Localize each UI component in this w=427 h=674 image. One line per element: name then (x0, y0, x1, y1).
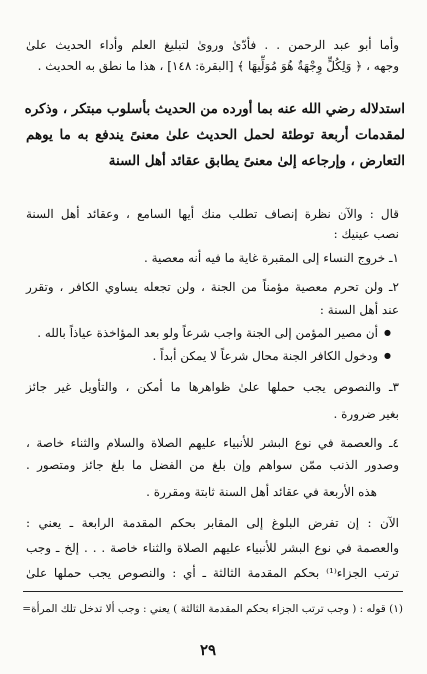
footnote-separator (23, 591, 403, 592)
text-line: وصدور الذنب ممّن سواهم وإن بلغ من الفضل ما بلغ جائز ومتصور . (26, 458, 399, 472)
text-line: والعصمة في نوع البشر للأنبياء عليهم الصلاة والثناء خاصة . . . إلخ ـ وجب (26, 541, 399, 555)
text-line: الآن : إن تفرض البلوغ إلى المقابر بحكم المقدمة الرابعة ـ يعني : (26, 516, 399, 530)
text-line: وأما أبو عبد الرحمن . . فأدّىٰ ورویٰ لتبليغ العلم وأداء الحديث علىٰ (26, 38, 399, 52)
bullet-item: ● ودخول الكافر الجنة محال شرعاً لا يمكن أبداً . (26, 348, 391, 364)
premise-4: ٤ـ والعصمة في نوع البشر للأنبياء عليهم الصلاة والسلام والثناء خاصة ، (26, 436, 399, 450)
text-line: عند أهل السنة : (319, 303, 399, 317)
text-line: هذه الأربعة في عقائد أهل السنة ثابتة ومقررة . (146, 485, 377, 499)
text-line-quran: وجهه ، ﴿ وَلِكُلٍّ وِجْهَةٌ هُوَ مُوَلِّيهَا ﴾ [البقرة: ١٤٨] ، هذا ما نطق به الحديث . (37, 59, 399, 73)
footnote: (١) قوله : ( وجب ترتب الجزاء بحكم المقدمة الثالثة ) يعني : وجب ألا تدخل تلك المرأة= (22, 603, 403, 615)
text-line: بغير ضرورة . (333, 407, 399, 421)
bullet-item: ● أن مصير المؤمن إلى الجنة واجب شرعاً ولو بعد المؤاخذة عياذاً بالله . (26, 325, 391, 341)
page-number: ٢٩ (200, 641, 217, 659)
text-line: نصب عينيك : (333, 227, 399, 241)
text-line: ترتب الجزاء⁽¹⁾ بحكم المقدمة الثالثة ـ أي : والنصوص يجب حملها علىٰ (26, 566, 399, 580)
section-heading-line: استدلاله رضي الله عنه بما أورده من الحديث بأسلوب مبتكر ، وذكره (24, 101, 405, 117)
premise-1: ١ـ خروج النساء إلى المقبرة غاية ما فيه أنه معصية . (143, 251, 399, 265)
premise-3: ٣ـ والنصوص يجب حملها علىٰ ظواهرها ما أمكن ، والتأويل غير جائز (26, 380, 399, 394)
premise-2: ٢ـ ولن تحرم معصية مؤمناً من الجنة ، ولن تجعله يساوي الكافر ، وتقرر (26, 280, 399, 294)
text-line: قال : والآن نظرة إنصاف تطلب منك أيها السامع ، وعقائد أهل السنة (26, 207, 399, 221)
section-heading-line: لمقدمات أربعة توطئة لحمل الحديث علىٰ معنىً يندفع به ما يوهم (26, 127, 405, 143)
section-heading-line: التعارض ، وإرجاعه إلىٰ معنىً يطابق عقائد أهل السنة (108, 153, 405, 169)
